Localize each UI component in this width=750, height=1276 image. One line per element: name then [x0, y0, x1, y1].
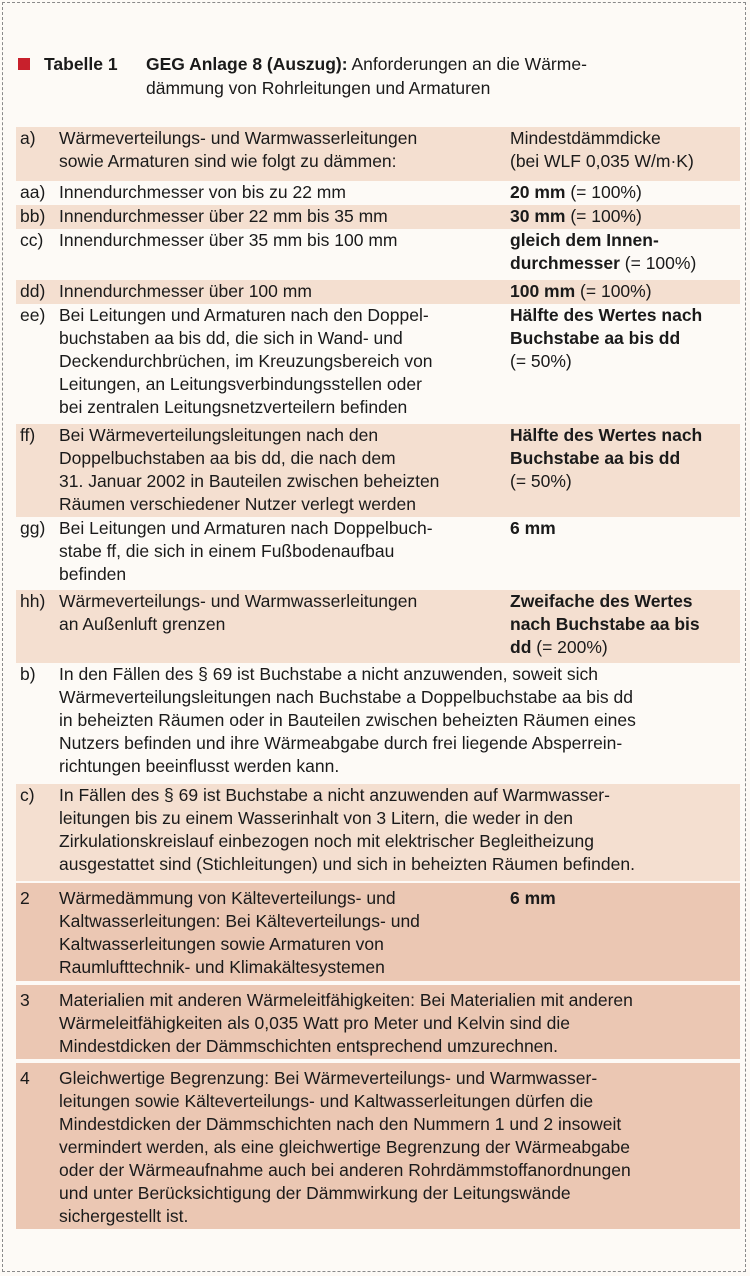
table-number: Tabelle 1: [44, 54, 118, 74]
row-description: Innendurchmesser über 35 mm bis 100 mm: [59, 230, 398, 250]
row-description: Wärmeverteilungs- und Warmwasserleitungen an Außenluft grenzen: [59, 591, 418, 634]
table-row: [16, 881, 740, 981]
row-label: 2: [20, 888, 30, 908]
table-row: [16, 229, 740, 280]
row-label: bb): [20, 206, 46, 226]
row-label: ff): [20, 425, 36, 445]
row-description: Gleichwertige Begrenzung: Bei Wärmeverteilungs- und Warmwasser- leitungen sowie Kälteverteilungs- und Kaltwasserleitungen dürfen die Mindestdicken der Dämmschichten nach den Nummern 1 und 2 insoweit vermindert werden, als eine gleichwertige Begrenzung der Wärmeabgabe oder der Wärmeaufnahme auch bei anderen Rohrdämmstoffanordnungen und unter Berücksichtigung der Dämmwirkung der Leitungswände sichergestellt ist.: [59, 1068, 631, 1226]
row-description: Bei Wärmeverteilungsleitungen nach den Doppelbuchstaben aa bis dd, die nach dem 31. Januar 2002 in Bauteilen zwischen beheizten Räumen verschiedener Nutzer verlegt werden: [59, 425, 440, 514]
row-label: gg): [20, 518, 46, 538]
table-row: [16, 663, 740, 784]
row-label: 4: [20, 1068, 30, 1088]
row-description: Innendurchmesser über 22 mm bis 35 mm: [59, 206, 388, 226]
row-description: In Fällen des § 69 ist Buchstabe a nicht anzuwenden auf Warmwasser- leitungen bis zu einem Wasserinhalt von 3 Litern, die weder in den Zirkulationskreislauf einbezogen noch mit elektrischer Begleitheizung ausgestattet sind (Stichleitungen) und sich in beheizten Räumen befinden.: [59, 785, 635, 874]
table-title: [146, 52, 738, 100]
table-caption: [18, 52, 738, 100]
row-label: ee): [20, 305, 46, 325]
row-value: 6 mm: [510, 888, 556, 908]
row-description: Materialien mit anderen Wärmeleitfähigkeiten: Bei Materialien mit anderen Wärmeleitfähigkeiten als 0,035 Watt pro Meter und Kelvin sind die Mindestdicken der Dämmschichten entsprechend umzurechnen.: [59, 990, 633, 1056]
table-row: [16, 590, 740, 663]
table-row: [16, 304, 740, 424]
row-label: c): [20, 785, 35, 805]
red-square-icon: [18, 58, 30, 70]
row-value: gleich dem Innen- durchmesser (= 100%): [510, 230, 697, 273]
table-row: [16, 983, 740, 1059]
row-value: Mindestdämmdicke (bei WLF 0,035 W/m·K): [510, 128, 694, 171]
title-rest: Anforderungen an die Wärme- dämmung von Rohrleitungen und Armaturen: [146, 54, 587, 98]
row-label: cc): [20, 230, 44, 250]
table-row: [16, 205, 740, 229]
table-row: [16, 517, 740, 590]
table-row: [16, 127, 740, 181]
row-description: Innendurchmesser über 100 mm: [59, 281, 312, 301]
row-value: 100 mm (= 100%): [510, 281, 652, 301]
row-label: dd): [20, 281, 46, 301]
row-value: Hälfte des Wertes nach Buchstabe aa bis dd (= 50%): [510, 305, 703, 371]
table-row: [16, 784, 740, 881]
row-label: b): [20, 664, 36, 684]
title-bold: GEG Anlage 8 (Auszug):: [146, 54, 348, 74]
table-row: [16, 424, 740, 517]
row-description: Innendurchmesser von bis zu 22 mm: [59, 182, 346, 202]
row-description: In den Fällen des § 69 ist Buchstabe a nicht anzuwenden, soweit sich Wärmeverteilungsleitungen nach Buchstabe a Doppelbuchstabe aa bis dd in beheizten Räumen oder in Bauteilen zwischen beheizten Räumen eines Nutzers befinden und ihre Wärmeabgabe durch frei liegende Absperrein- richtungen beeinflusst werden kann.: [59, 664, 636, 776]
row-description: Bei Leitungen und Armaturen nach Doppelbuch- stabe ff, die sich in einem Fußbodenaufbau befinden: [59, 518, 433, 584]
row-label: aa): [20, 182, 46, 202]
row-value: Zweifache des Wertes nach Buchstabe aa bis dd (= 200%): [510, 591, 700, 657]
row-description: Wärmedämmung von Kälteverteilungs- und Kaltwasserleitungen: Bei Kälteverteilungs- und Kaltwasserleitungen sowie Armaturen von Raumlufttechnik- und Klimakältesystemen: [59, 888, 420, 977]
row-label: 3: [20, 990, 30, 1010]
row-value: 6 mm: [510, 518, 556, 538]
table-row: [16, 1061, 740, 1229]
row-value: Hälfte des Wertes nach Buchstabe aa bis dd (= 50%): [510, 425, 703, 491]
row-description: Bei Leitungen und Armaturen nach den Doppel- buchstaben aa bis dd, die sich in Wand- und Deckendurchbrüchen, im Kreuzungsbereich von Leitungen, an Leitungsverbindungsstellen oder bei zentralen Leitungsnetzverteilern befinden: [59, 305, 433, 417]
row-value: 20 mm (= 100%): [510, 182, 642, 202]
table-row: [16, 181, 740, 205]
row-label: hh): [20, 591, 46, 611]
row-label: a): [20, 128, 36, 148]
row-description: Wärmeverteilungs- und Warmwasserleitungen sowie Armaturen sind wie folgt zu dämmen:: [59, 128, 418, 171]
row-value: 30 mm (= 100%): [510, 206, 642, 226]
table-row: [16, 280, 740, 304]
